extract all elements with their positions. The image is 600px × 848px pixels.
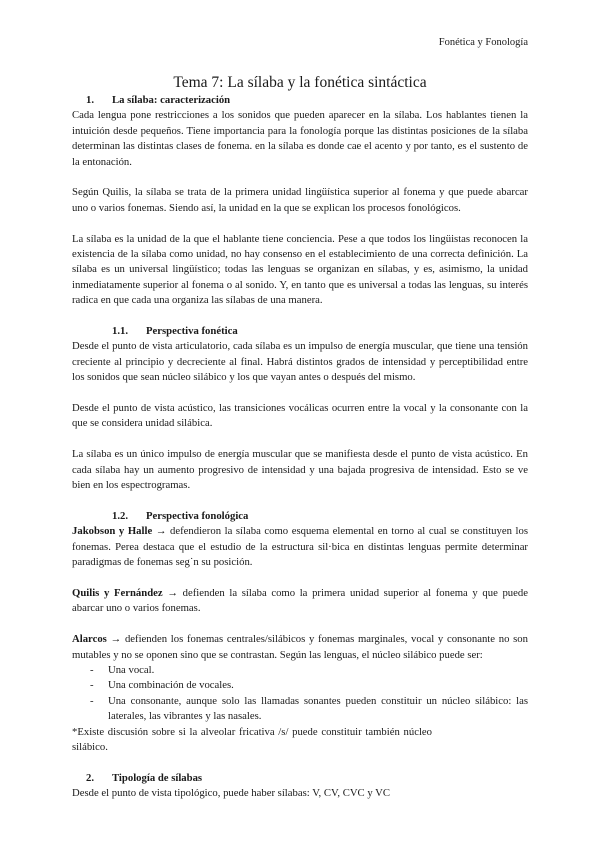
paragraph-text: → defendieron la sílaba como esquema elemental en torno al cual se constituyen los fonemas. Perea destaca que el estudio de la estructura sil·bica en distintas lenguas permite determinar paradigmas de fonemas seg˙n su posición. [72, 525, 528, 569]
running-header: Fonética y Fonología [438, 37, 528, 48]
author-lead: Jakobson y Halle [72, 525, 153, 538]
paragraph [72, 524, 528, 570]
section-number: 2. [86, 771, 95, 784]
subsection-heading-1-2 [72, 509, 528, 524]
page-title: Tema 7: La sílaba y la fonética sintáctica [173, 74, 427, 91]
paragraph-text: → defienden la sílaba como la primera unidad superior al fonema y que puede abarcar uno o varios fonemas. [72, 586, 528, 615]
subsection-number: 1.2. [112, 509, 129, 522]
section-number: 1. [86, 94, 95, 106]
paragraph: Desde el punto de vista articulatorio, cada sílaba es un impulso de energía muscular, que tiene una tensión creciente al principio y decreciente al final. Habrá distintos grados de intensidad y perceptibilidad entre los sonidos que sean núcleo silábico y los que vayan antes o después del mismo. [72, 340, 528, 384]
paragraph: La sílaba es la unidad de la que el hablante tiene conciencia. Pese a que todos los lingüistas reconocen la existencia de la sílaba como unidad, no hay consenso en el establecimiento de una correcta definición. La sílaba es un universal lingüístico; todas las lenguas se organizan en sílabas, y es, asimismo, la unidad inmediatamente superior al fonema o al sonido. Y, en tanto que es universal a todas las lenguas, su interés radica en que cada una organiza las sílabas de una manera. [72, 232, 528, 307]
paragraph: La sílaba es un único impulso de energía muscular que se manifiesta desde el punto de vista acústico. En cada sílaba hay un aumento progresivo de intensidad y una bajada progresiva de intensidad. Esto se ve bien en los espectrogramas. [72, 448, 528, 492]
list-item: - Una combinación de vocales. [90, 679, 234, 692]
paragraph: Desde el punto de vista tipológico, puede haber sílabas: V, CV, CVC y VC [72, 787, 391, 800]
footnote: *Existe discusión sobre si la alveolar fricativa /s/ puede constituir también núcleo silábico. [72, 725, 432, 753]
paragraph: Cada lengua pone restricciones a los sonidos que pueden aparecer en la sílaba. Los hablantes tienen la intuición desde pequeños. Tiene importancia para la fonología porque las distintas posiciones de la sílaba determinan las distintas clases de fonema. en la sílaba es donde cae el acento y por tanto, es el sustento de la entonación. [72, 109, 528, 168]
section-title: Tipología de sílabas [112, 771, 203, 784]
subsection-number: 1.1. [112, 325, 129, 338]
nucleus-list [72, 663, 528, 725]
subsection-heading-1-1 [72, 324, 528, 339]
subsection-title: Perspectiva fonológica [146, 509, 249, 522]
paragraph [72, 586, 528, 617]
document-body [72, 93, 528, 802]
section-heading-1 [72, 93, 528, 108]
paragraph-text: → defienden los fonemas centrales/silábicos y fonemas marginales, vocal y consonante no son mutables y no se oponen sino que se contrastan. Según las lenguas, el núcleo silábico puede ser: [72, 633, 528, 661]
section-title: La sílaba: caracterización [112, 94, 231, 106]
list-item: - Una consonante, aunque solo las llamadas sonantes pueden constituir un núcleo silábico: las laterales, las vibrantes y las nasales. [90, 694, 528, 723]
paragraph [72, 632, 528, 663]
subsection-title: Perspectiva fonética [146, 325, 238, 338]
paragraph: Según Quilis, la sílaba se trata de la primera unidad lingüística superior al fonema y que puede abarcar uno o varios fonemas. Siendo así, la unidad en la que se explican los procesos fonológicos. [72, 186, 528, 214]
paragraph: Desde el punto de vista acústico, las transiciones vocálicas ocurren entre la vocal y la consonante con la que se considera unidad silábica. [72, 402, 528, 430]
author-lead: Quilis y Fernández [72, 586, 163, 599]
list-item: - Una vocal. [90, 663, 155, 676]
author-lead: Alarcos [72, 633, 107, 646]
section-heading-2 [72, 771, 528, 786]
